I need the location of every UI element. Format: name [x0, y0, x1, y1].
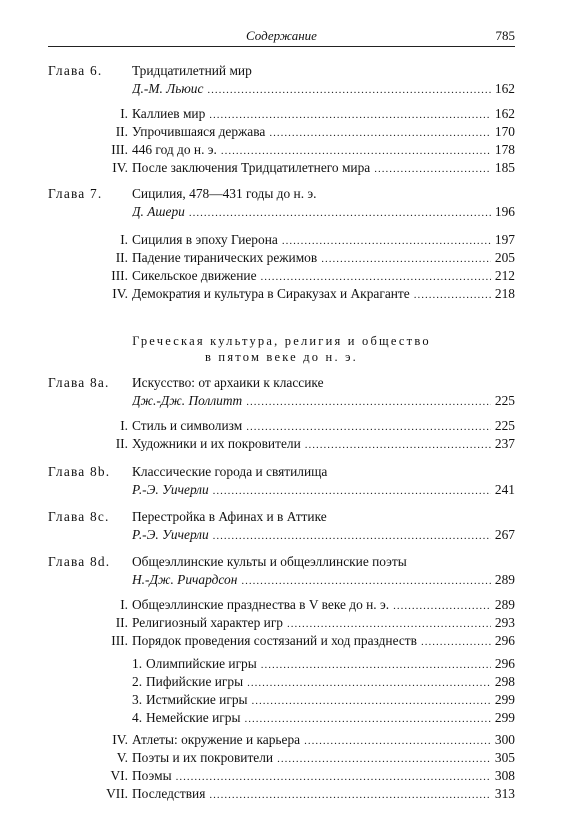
entry-number: 4.	[132, 710, 143, 725]
entry-title: Искусство: от архаики к классике	[132, 375, 324, 390]
toc-entry	[48, 434, 515, 453]
author-row	[48, 391, 515, 410]
entry	[132, 391, 515, 412]
chapter-row	[48, 507, 515, 526]
chapter-label: Глава 6.	[48, 63, 103, 78]
entry-title: Дж.-Дж. Поллитт	[132, 393, 243, 408]
entry-title: Религиозный характер игр	[132, 615, 284, 630]
entry-title: Каллиев мир	[132, 106, 206, 121]
entry-title: Р.-Э. Уичерли	[132, 527, 209, 542]
toc-entry	[48, 708, 515, 727]
dot-leader	[246, 393, 491, 412]
entry-number: I.	[120, 106, 128, 121]
dot-leader	[207, 81, 490, 100]
entry-number: I.	[120, 232, 128, 247]
toc-entry	[48, 140, 515, 159]
entry-page: 299	[494, 710, 515, 725]
dot-leader	[209, 786, 491, 805]
entry-title: Д. Ашери	[132, 204, 185, 219]
entry-title: Поэмы	[132, 768, 172, 783]
dot-leader	[213, 482, 491, 501]
entry-title: Демократия и культура в Сиракузах и Акраганте	[132, 286, 410, 301]
author-row	[48, 202, 515, 221]
entry-page: 241	[494, 482, 515, 497]
chapter-label: Глава 7.	[48, 186, 103, 201]
toc-entry	[48, 248, 515, 267]
entry	[132, 631, 515, 652]
toc-entry	[48, 104, 515, 123]
chapter-label: Глава 8b.	[48, 464, 111, 479]
section-heading-line2: в пятом веке до н. э.	[205, 350, 358, 364]
entry-title: После заключения Тридцатилетнего мира	[132, 160, 371, 175]
author-row	[48, 79, 515, 98]
entry-number: IV.	[112, 732, 128, 747]
entry	[132, 158, 515, 179]
author-row	[48, 480, 515, 499]
toc-entry	[48, 654, 515, 673]
entry	[132, 525, 515, 546]
dot-leader	[414, 286, 491, 305]
entry-title: Пифийские игры	[146, 674, 244, 689]
entry-page: 300	[494, 732, 515, 747]
running-title: Содержание	[246, 28, 317, 43]
entry	[132, 284, 515, 305]
entry-page: 296	[494, 656, 515, 671]
entry-page: 313	[494, 786, 515, 801]
entry-number: IV.	[112, 286, 128, 301]
entry-title: Истмийские игры	[146, 692, 248, 707]
entry-title: Последствия	[132, 786, 206, 801]
entry-page: 178	[494, 142, 515, 157]
entry-title: Н.-Дж. Ричардсон	[132, 572, 238, 587]
toc-entry	[48, 230, 515, 249]
toc-entry	[48, 158, 515, 177]
author-row	[48, 525, 515, 544]
chapter-label: Глава 8a.	[48, 375, 110, 390]
entry-page: 225	[494, 393, 515, 408]
entry-number: III.	[111, 633, 128, 648]
toc-entry	[48, 595, 515, 614]
entry-number: 1.	[132, 656, 143, 671]
entry	[132, 784, 515, 805]
entry-title: Художники и их покровители	[132, 436, 301, 451]
entry-page: 170	[494, 124, 515, 139]
entry-title: Атлеты: окружение и карьера	[132, 732, 301, 747]
dot-leader	[244, 710, 490, 729]
table-of-contents	[48, 0, 515, 839]
entry-number: II.	[115, 615, 128, 630]
entry-page: 212	[494, 268, 515, 283]
entry-number: II.	[115, 436, 128, 451]
entry-page: 308	[494, 768, 515, 783]
entry-number: III.	[111, 268, 128, 283]
entry-page: 162	[494, 81, 515, 96]
entry-title: Немейские игры	[146, 710, 241, 725]
entry-page: 299	[494, 692, 515, 707]
dot-leader	[241, 572, 491, 591]
toc-entry	[48, 690, 515, 709]
entry-page: 267	[494, 527, 515, 542]
entry	[132, 434, 515, 455]
entry-title: Поэты и их покровители	[132, 750, 274, 765]
toc-entry	[48, 672, 515, 691]
chapter-label: Глава 8d.	[48, 554, 111, 569]
toc-entry	[48, 416, 515, 435]
entry-title: 446 год до н. э.	[132, 142, 217, 157]
toc-entry	[48, 784, 515, 803]
entry-title: Р.-Э. Уичерли	[132, 482, 209, 497]
toc-entry	[48, 613, 515, 632]
toc-entry	[48, 122, 515, 141]
entry-page: 197	[494, 232, 515, 247]
dot-leader	[421, 633, 491, 652]
entry-number: II.	[115, 124, 128, 139]
entry-number: V.	[116, 750, 128, 765]
chapter-label: Глава 8c.	[48, 509, 110, 524]
entry-page: 225	[494, 418, 515, 433]
entry-number: I.	[120, 418, 128, 433]
entry	[132, 61, 515, 80]
chapter-row	[48, 462, 515, 481]
entry-page: 185	[494, 160, 515, 175]
entry-number: I.	[120, 597, 128, 612]
entry-title: Д.-М. Льюис	[132, 81, 204, 96]
entry	[132, 184, 515, 203]
entry-title: Олимпийские игры	[146, 656, 257, 671]
chapter-row	[48, 61, 515, 80]
toc-entry	[48, 266, 515, 285]
toc-entry	[48, 748, 515, 767]
entry	[132, 507, 515, 526]
toc-entry	[48, 284, 515, 303]
dot-leader	[374, 160, 491, 179]
entry-page: 296	[494, 633, 515, 648]
entry-number: IV.	[112, 160, 128, 175]
entry-title: Общеэллинские культы и общеэллинские поэты	[132, 554, 407, 569]
chapter-row	[48, 184, 515, 203]
entry-page: 305	[494, 750, 515, 765]
entry-title: Порядок проведения состязаний и ход празднеств	[132, 633, 417, 648]
entry-page: 162	[494, 106, 515, 121]
dot-leader	[213, 527, 491, 546]
entry	[132, 462, 515, 481]
dot-leader	[189, 204, 491, 223]
entry-title: Классические города и святилища	[132, 464, 328, 479]
entry-page: 205	[494, 250, 515, 265]
toc-entry	[48, 730, 515, 749]
entry	[132, 552, 515, 571]
entry-title: Падение тиранических режимов	[132, 250, 318, 265]
entry-page: 196	[494, 204, 515, 219]
entry-title: Сикельское движение	[132, 268, 257, 283]
entry-title: Сицилия, 478—431 годы до н. э.	[132, 186, 317, 201]
entry-title: Сицилия в эпоху Гиерона	[132, 232, 278, 247]
entry	[132, 570, 515, 591]
entry-page: 218	[494, 286, 515, 301]
chapter-row	[48, 552, 515, 571]
entry-page: 293	[494, 615, 515, 630]
entry-number: III.	[111, 142, 128, 157]
entry-number: II.	[115, 250, 128, 265]
dot-leader	[305, 436, 491, 455]
entry	[132, 480, 515, 501]
section-heading-line1: Греческая культура, религия и общество	[132, 334, 431, 348]
entry-title: Перестройка в Афинах и в Аттике	[132, 509, 327, 524]
entry-title: Стиль и символизм	[132, 418, 243, 433]
entry-page: 289	[494, 597, 515, 612]
entry	[132, 79, 515, 100]
entry-number: 3.	[132, 692, 143, 707]
entry-number: VI.	[110, 768, 128, 783]
entry-number: 2.	[132, 674, 143, 689]
toc-entry	[48, 631, 515, 650]
entry-title: Общеэллинские празднества в V веке до н. э.	[132, 597, 390, 612]
entry-page: 298	[494, 674, 515, 689]
entry-page: 237	[494, 436, 515, 451]
chapter-row	[48, 373, 515, 392]
entry	[132, 202, 515, 223]
author-row	[48, 570, 515, 589]
page-number: 785	[495, 28, 515, 43]
toc-entry	[48, 766, 515, 785]
entry-page: 289	[494, 572, 515, 587]
entry-number: VII.	[106, 786, 128, 801]
entry-title: Тридцатилетний мир	[132, 63, 252, 78]
entry	[146, 708, 515, 729]
entry-title: Упрочившаяся держава	[132, 124, 266, 139]
entry	[132, 373, 515, 392]
